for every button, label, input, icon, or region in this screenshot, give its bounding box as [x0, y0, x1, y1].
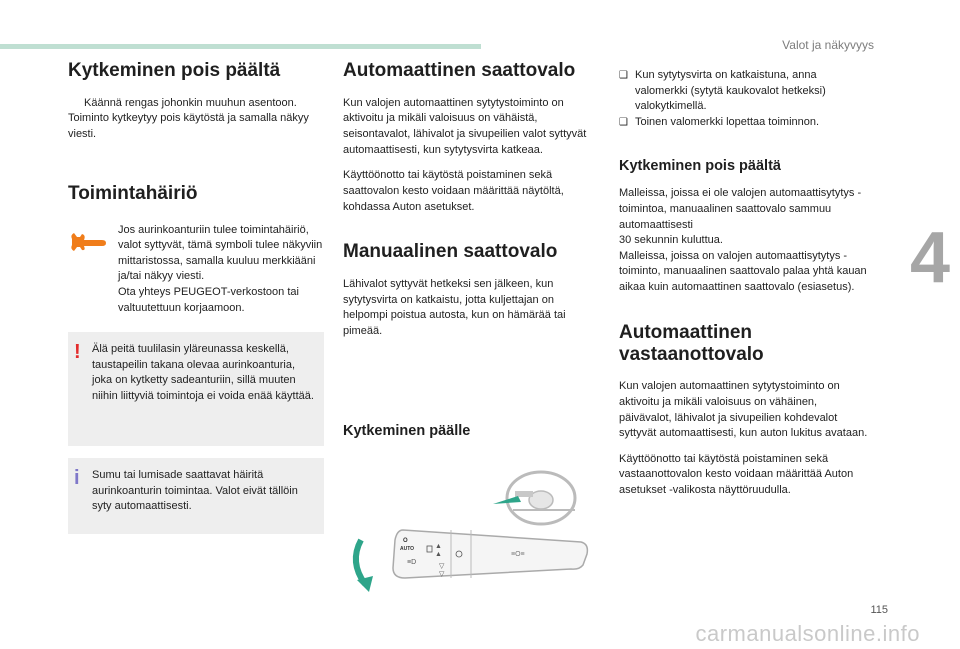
- malfunction-block: [68, 223, 324, 317]
- svg-text:▽: ▽: [439, 563, 445, 570]
- wrench-icon: [68, 223, 118, 317]
- bullet-marker: ❑: [619, 70, 628, 81]
- page-number: 115: [870, 604, 888, 616]
- column-3: [619, 68, 869, 499]
- bullet-text: Kun sytytysvirta on katkaistuna, anna valomerkki (sytytä kaukovalot hetkeksi) valokytkimellä.: [635, 69, 826, 113]
- paragraph: Malleissa, joissa on valojen automaattisytytys -toiminto, manuaalinen saattovalo palaa yhtä kauan aikaa kuin automaattinen saattovalo (esiasetus).: [619, 249, 867, 294]
- lighting-stalk-illustration: [343, 470, 601, 600]
- stalk-auto-label: AUTO: [400, 546, 415, 552]
- column-2: [343, 60, 593, 439]
- svg-text:▲: ▲: [435, 543, 442, 550]
- bullet-text: Käännä rengas johonkin muuhun asentoon.: [84, 96, 297, 109]
- malfunction-text-2: Ota yhteys PEUGEOT-verkostoon tai valtuutettuun korjaamoon.: [118, 285, 299, 314]
- paragraph: Kun valojen automaattinen sytytystoiminto on aktivoitu ja mikäli valoisuus on vähäinen, päivävalot, lähivalot ja sivupeilien kohdevalot syttyvät automaattisesti, kun auton lukitus avataan.: [619, 380, 868, 440]
- warning-icon: !: [74, 341, 81, 364]
- watermark: carmanualsonline.info: [695, 621, 920, 646]
- bullet-item: [619, 68, 869, 115]
- paragraph: Kun valojen automaattinen sytytystoiminto on aktivoitu ja mikäli valoisuus on vähäistä, seisontavalot, lähivalot ja sivupeilien valot syttyvät automaattisesti, kun sytytysvirta katkeaa.: [343, 96, 587, 156]
- bullet-item: [68, 96, 324, 112]
- bullet-text: Toinen valomerkki lopettaa toiminnon.: [635, 115, 820, 128]
- paragraph: Toiminto kytkeytyy pois käytöstä ja samalla näkyy viesti.: [68, 112, 309, 141]
- warning-text: Älä peitä tuulilasin yläreunassa keskellä, taustapeilin takana olevaa aurinkoanturia, joka on kytketty sadeanturiin, sillä muuten niihin liittyviä toimintoja ei voida enää käyttää.: [92, 343, 314, 402]
- stalk-icon: [393, 530, 587, 578]
- section-title-off: Kytkeminen pois päältä: [68, 60, 281, 81]
- section-title-welcome-light: Automaattinen vastaanottovalo: [619, 321, 764, 365]
- header-bar: [0, 44, 481, 49]
- svg-text:▲: ▲: [435, 551, 442, 558]
- svg-text:O: O: [403, 538, 408, 544]
- bullet-marker: ❑: [619, 116, 628, 128]
- svg-text:≡O≡: ≡O≡: [511, 551, 525, 558]
- paragraph: Lähivalot syttyvät hetkeksi sen jälkeen, kun sytytysvirta on katkaistu, jotta kuljettajan on helpompi poistua autosta, kun on hämärää tai pimeää.: [343, 277, 566, 337]
- malfunction-text: Jos aurinkoanturiin tulee toimintahäiriö, valot syttyvät, tämä symboli tulee näkyviin mittaristossa, samalla kuuluu merkkiääni ja/tai näkyy viesti.: [118, 223, 323, 283]
- column-1: [68, 60, 324, 534]
- chapter-title: Valot ja näkyvyys: [782, 38, 874, 52]
- bullet-marker: [68, 96, 84, 112]
- info-text: Sumu tai lumisade saattavat häiritä aurinkoanturin toimintaa. Valot eivät tällöin syty automaattisesti.: [92, 469, 298, 513]
- info-box: [68, 458, 324, 534]
- svg-text:≡D: ≡D: [407, 559, 417, 566]
- warning-box: [68, 332, 324, 446]
- section-title-turn-on: Kytkeminen päälle: [343, 423, 471, 440]
- paragraph: 30 sekunnin kuluttua.: [619, 234, 723, 247]
- paragraph: Malleissa, joissa ei ole valojen automaattisytytys -toimintoa, manuaalinen saattovalo sammuu automaattisesti: [619, 187, 862, 231]
- paragraph: Käyttöönotto tai käytöstä poistaminen sekä vastaanottovalon kesto voidaan määrittää Auton asetukset -valikosta näyttöruudulla.: [619, 452, 854, 497]
- section-title-malfunction: Toimintahäiriö: [68, 182, 198, 204]
- section-title-manual-guide: Manuaalinen saattovalo: [343, 241, 558, 263]
- info-icon: i: [74, 467, 80, 490]
- svg-text:▽: ▽: [439, 571, 445, 578]
- bullet-item: [619, 115, 869, 131]
- chapter-number: 4: [909, 218, 950, 298]
- paragraph: Käyttöönotto tai käytöstä poistaminen sekä saattovalon kesto voidaan määrittää näytöltä, kohdassa Auton asetukset.: [343, 169, 564, 213]
- section-title-off-2: Kytkeminen pois päältä: [619, 158, 781, 175]
- section-title-auto-guide: Automaattinen saattovalo: [343, 60, 576, 81]
